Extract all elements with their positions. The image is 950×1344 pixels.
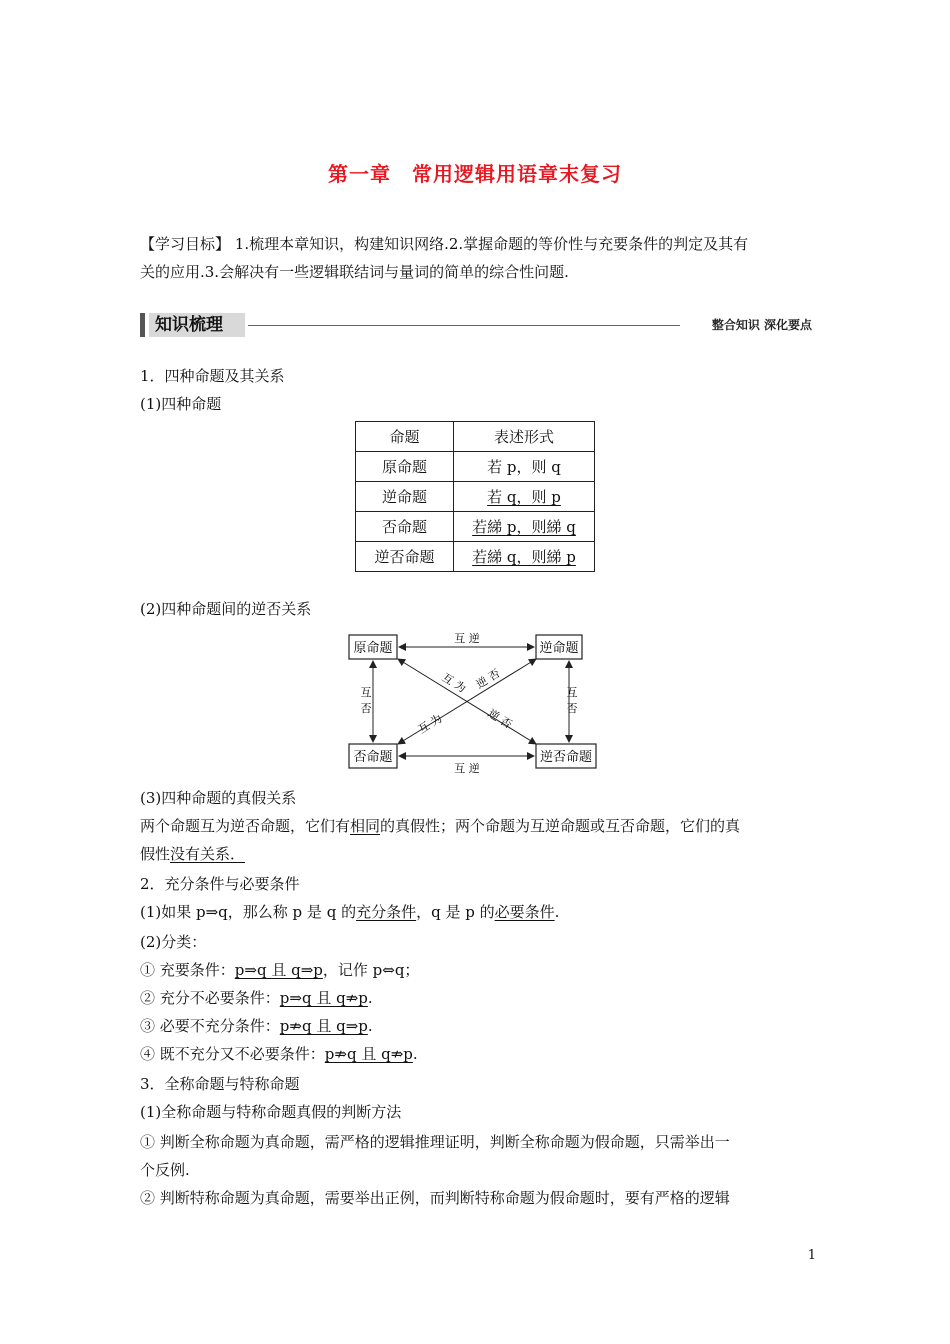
p3-answer-same: 相同 xyxy=(350,817,381,835)
s1-p3-line2 xyxy=(140,843,245,865)
s2-l4-a: ② 充分不必要条件： xyxy=(140,989,280,1007)
s2-l6-answer: p⇏q 且 q⇏p xyxy=(324,1045,413,1063)
table-cell: 若綈 p，则綈 q xyxy=(472,518,576,536)
p3-answer-none: 没有关系． xyxy=(170,845,246,863)
s2-l6-b: . xyxy=(412,1045,418,1063)
section-heading: 知识梳理 xyxy=(149,313,245,337)
table-header: 表述形式 xyxy=(454,422,595,452)
s1-heading: 1．四种命题及其关系 xyxy=(140,367,285,385)
four-propositions-table xyxy=(355,421,595,572)
section-subtitle: 整合知识 深化要点 xyxy=(711,318,812,332)
label-top: 互 逆 xyxy=(454,632,480,645)
table-cell: 若 p，则 q xyxy=(454,452,595,482)
p3-text-c: 假性 xyxy=(140,845,171,863)
s1-sub2: (2)四种命题间的逆否关系 xyxy=(140,600,312,618)
table-header-row xyxy=(356,422,595,452)
objectives-label: 【学习目标】 xyxy=(140,235,231,253)
s2-heading: 2．充分条件与必要条件 xyxy=(140,875,300,893)
section-rule xyxy=(248,325,680,326)
s2-l1-b: ，q 是 p 的 xyxy=(416,903,495,921)
s1-sub3: (3)四种命题的真假关系 xyxy=(140,789,297,807)
page-title: 第一章 常用逻辑用语章末复习 xyxy=(328,162,622,186)
table-cell: 原命题 xyxy=(356,452,454,482)
learning-objectives xyxy=(140,230,812,286)
table-cell: 若綈 q，则綈 p xyxy=(472,548,576,566)
s2-l3-answer: p⇒q 且 q⇒p xyxy=(234,961,323,979)
s2-line4 xyxy=(140,987,373,1009)
p3-text-a: 两个命题互为逆否命题，它们有 xyxy=(140,817,351,835)
s3-item2-line1: ② 判断特称命题为真命题，需要举出正例，而判断特称命题为假命题时，要有严格的逻辑 xyxy=(140,1189,730,1207)
s2-line2: (2)分类： xyxy=(140,933,207,951)
section-stripe xyxy=(140,313,145,337)
s2-l4-b: . xyxy=(367,989,373,1007)
table-cell: 逆否命题 xyxy=(356,542,454,572)
s2-l3-a: ① 充要条件： xyxy=(140,961,235,979)
label-diag-c: 互 为 xyxy=(415,711,445,737)
s2-answer-sufficient: 充分条件 xyxy=(356,903,417,921)
s2-answer-necessary: 必要条件 xyxy=(494,903,555,921)
relation-diagram xyxy=(340,624,600,774)
label-diag-d: 逆 否 xyxy=(485,706,515,732)
page-number: 1 xyxy=(807,1248,816,1263)
s3-sub1: (1)全称命题与特称命题真假的判断方法 xyxy=(140,1103,402,1121)
s2-l6-a: ④ 既不充分又不必要条件： xyxy=(140,1045,325,1063)
box-original-label: 原命题 xyxy=(353,641,393,656)
table-row xyxy=(356,482,595,512)
table-row xyxy=(356,542,595,572)
table-cell: 若 q，则 p xyxy=(487,488,561,506)
table-header: 命题 xyxy=(356,422,454,452)
s3-heading: 3．全称命题与特称命题 xyxy=(140,1075,300,1093)
table-cell: 逆命题 xyxy=(356,482,454,512)
label-diag-b: 逆 否 xyxy=(473,666,503,692)
box-converse-label: 逆命题 xyxy=(539,641,579,656)
s2-line3 xyxy=(140,959,419,981)
label-right-2: 否 xyxy=(566,702,578,715)
table-cell: 否命题 xyxy=(356,512,454,542)
label-left-2: 否 xyxy=(360,702,372,715)
label-bottom: 互 逆 xyxy=(454,762,480,774)
box-contrapositive-label: 逆否命题 xyxy=(539,750,593,765)
objectives-line-1: 1.梳理本章知识，构建知识网络.2.掌握命题的等价性与充要条件的判定及其有 xyxy=(230,235,749,253)
s3-item1-line2: 个反例. xyxy=(140,1161,190,1179)
s2-l4-answer: p⇒q 且 q⇏p xyxy=(279,989,368,1007)
section-header xyxy=(140,312,812,338)
p3-text-b: 的真假性；两个命题为互逆命题或互否命题，它们的真 xyxy=(380,817,741,835)
label-right-1: 互 xyxy=(566,686,578,699)
s2-line6 xyxy=(140,1043,418,1065)
s1-p3-line1 xyxy=(140,815,740,837)
table-row xyxy=(356,452,595,482)
s2-line5 xyxy=(140,1015,373,1037)
label-left-1: 互 xyxy=(360,686,372,699)
objectives-line-2: 关的应用.3.会解决有一些逻辑联结词与量词的简单的综合性问题. xyxy=(140,263,569,281)
s2-l5-answer: p⇏q 且 q⇒p xyxy=(279,1017,368,1035)
s2-l3-b: ，记作 p⇔q； xyxy=(322,961,420,979)
s3-item1-line1: ① 判断全称命题为真命题，需严格的逻辑推理证明，判断全称命题为假命题，只需举出一 xyxy=(140,1133,730,1151)
s2-l5-b: . xyxy=(367,1017,373,1035)
s2-line1 xyxy=(140,901,559,923)
s2-l1-c: . xyxy=(554,903,560,921)
box-inverse-label: 否命题 xyxy=(353,750,393,765)
label-diag-a: 互 为 xyxy=(439,670,469,696)
s2-l5-a: ③ 必要不充分条件： xyxy=(140,1017,280,1035)
table-row xyxy=(356,512,595,542)
s1-sub1: (1)四种命题 xyxy=(140,395,222,413)
s2-l1-a: (1)如果 p⇒q，那么称 p 是 q 的 xyxy=(140,903,357,921)
